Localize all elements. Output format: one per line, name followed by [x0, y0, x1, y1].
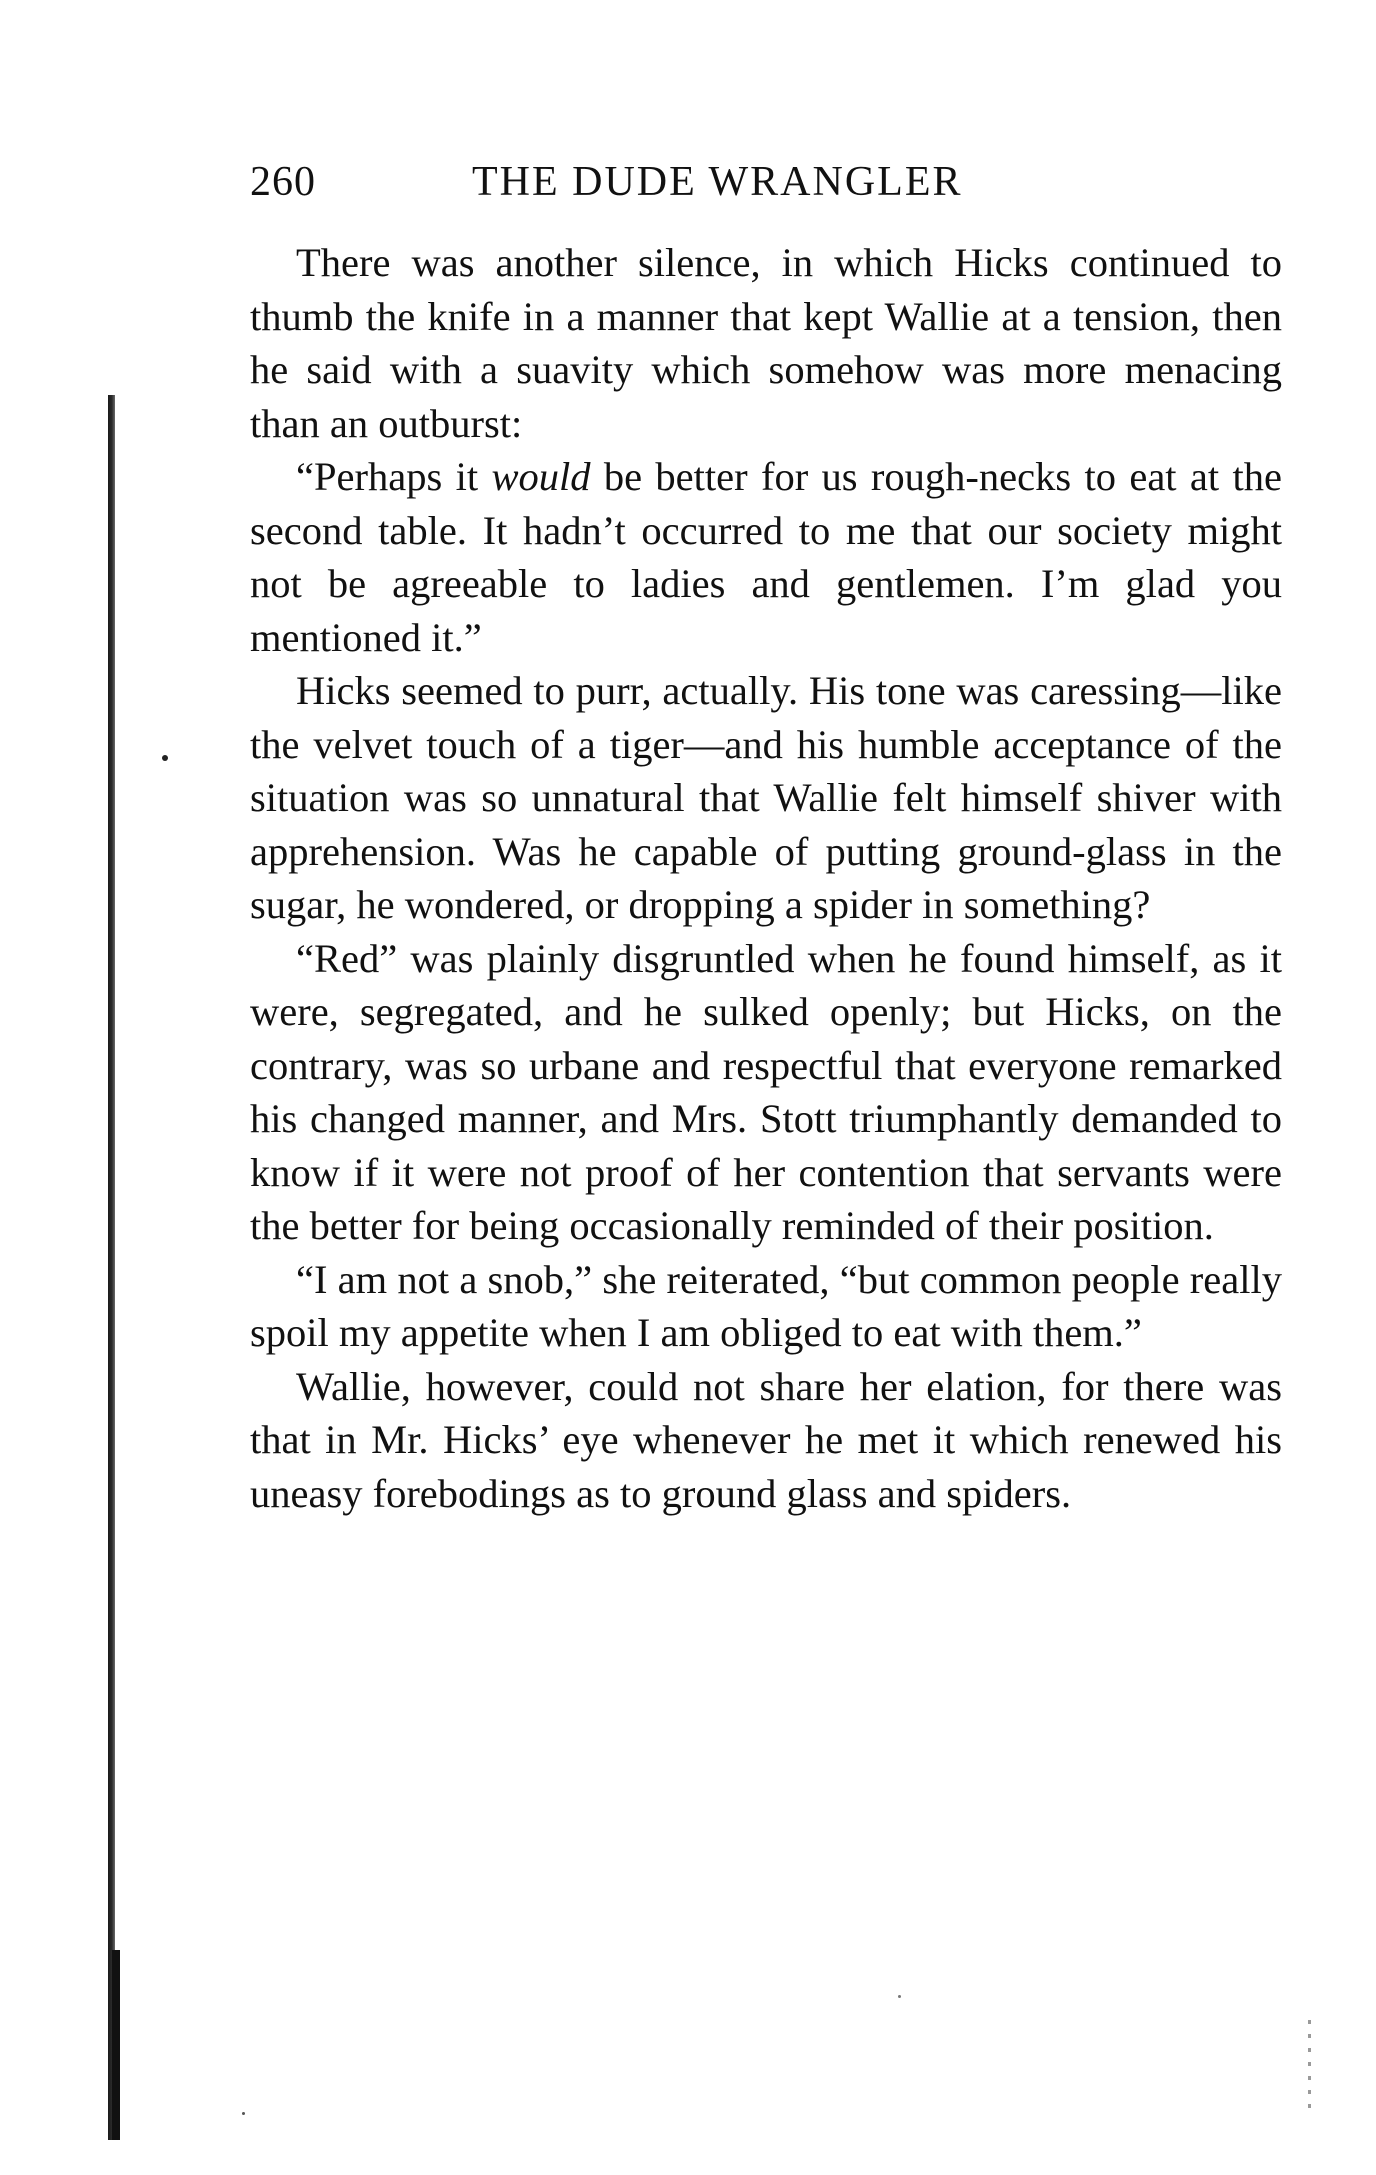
ink-speck: [162, 755, 168, 761]
paragraph: There was another silence, in which Hicks continued to thumb the knife in a manner that kept Wallie at a tension, then he said with a suavity which somehow was more menacing than an outburst:: [250, 240, 1282, 446]
paragraph-text: “Perhaps it: [296, 454, 492, 499]
paragraph: Wallie, however, could not share her elation, for there was that in Mr. Hicks’ eye whenever he met it which renewed his uneasy forebodings as to ground glass and spiders.: [250, 1363, 1282, 1516]
binding-shadow: [108, 395, 115, 2140]
binding-shadow-tail: [112, 1950, 120, 2140]
page-number: 260: [250, 159, 316, 205]
book-title: THE DUDE WRANGLER: [472, 159, 963, 205]
paragraph: “Red” was plainly disgruntled when he found himself, as it were, segregated, and he sulked openly; but Hicks, on the contrary, was so urbane and respectful that everyone remarked his changed manner, and Mrs. Stott triumphantly demanded to know if it were not proof of her contention that servants were the better for being occasionally reminded of their position.: [250, 935, 1282, 1248]
paragraph: Hicks seemed to purr, actually. His tone was caressing—like the velvet touch of a tiger—and his humble acceptance of the situation was so unnatural that Wallie felt himself shiver with apprehension. Was he capable of putting ground-glass in the sugar, he wondered, or dropping a spider in something?: [250, 668, 1282, 927]
paragraph-text: be better for us rough-necks to eat at the second table. It hadn’t occurred to me that our society might not be agreeable to ladies and gentlemen. I’m glad you mentioned it.”: [250, 454, 1282, 660]
page-edge-marks: [1308, 2020, 1311, 2110]
italic-emphasis: would: [491, 454, 591, 499]
paragraph: “I am not a snob,” she reiterated, “but common people really spoil my appetite when I am obliged to eat with them.”: [250, 1256, 1282, 1355]
body-text: [250, 236, 1282, 1520]
ink-speck: [242, 2112, 245, 2115]
running-head: [250, 158, 1290, 218]
paragraph: [250, 450, 1282, 664]
ink-speck: [898, 1995, 901, 1998]
